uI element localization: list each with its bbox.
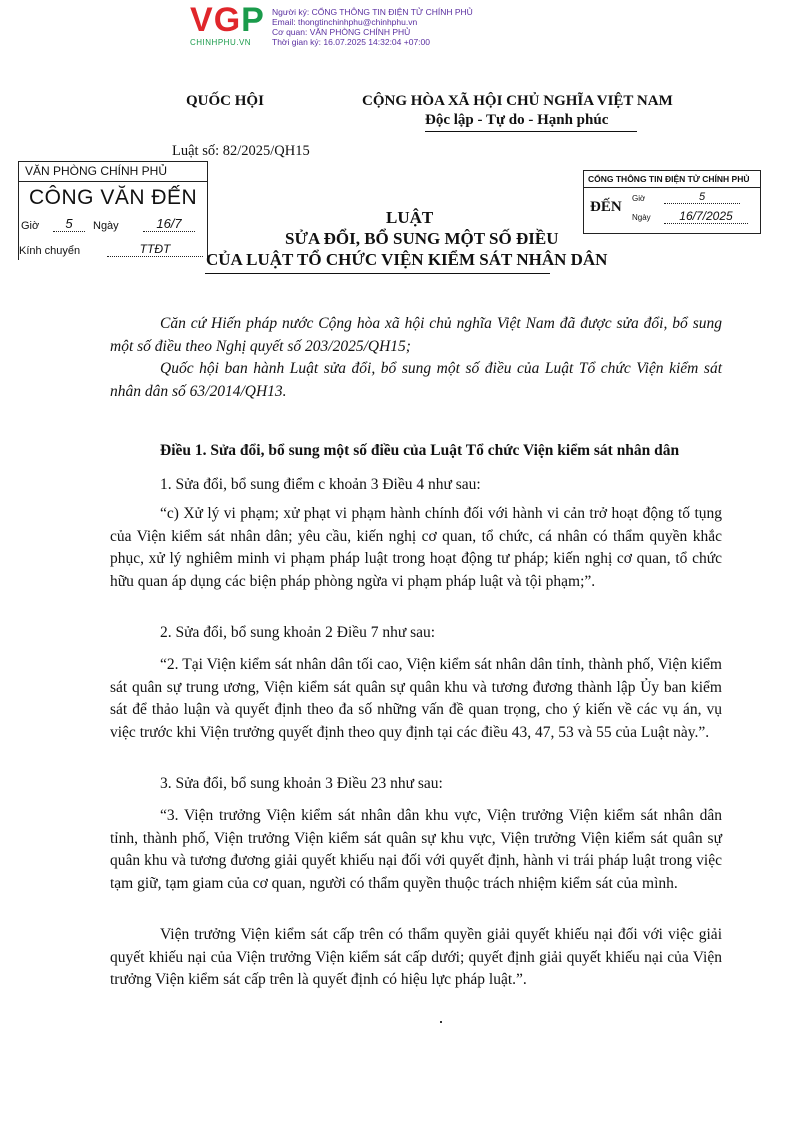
incoming-stamp-right — [583, 170, 761, 234]
signature-email: Email: thongtinchinhphu@chinhphu.vn — [272, 17, 418, 27]
legal-basis-2: Quốc hội ban hành Luật sửa đổi, bổ sung một số điều của Luật Tổ chức Viện kiểm sát nhân dân số 63/2014/QH13. — [110, 360, 722, 400]
clause-3-heading: 3. Sửa đổi, bổ sung khoản 3 Điều 23 như sau: — [160, 775, 443, 792]
scan-speck — [440, 1021, 442, 1023]
vgp-logo: VGP — [190, 1, 265, 39]
motto-underline — [425, 131, 637, 132]
stamp-forward-label: Kính chuyển — [19, 245, 81, 257]
clause-3-text-cont: Viện trưởng Viện kiểm sát cấp trên có thẩm quyền giải quyết khiếu nại đối với việc giải quyết khiếu nại của Viện trưởng Viện kiểm sát cấp dưới; quyết định giải quyết khiếu nại của Viện trưởng Viện kiểm sát cấp trên là quyết định có hiệu lực pháp luật.”. — [110, 926, 722, 988]
doc-title: LUẬT — [386, 208, 434, 227]
signature-signer: Người ký: CỔNG THÔNG TIN ĐIỆN TỬ CHÍNH PHỦ — [272, 7, 473, 17]
stamp-forward-value: TTĐT — [107, 242, 203, 257]
logo-subtitle: CHINHPHU.VN — [190, 38, 252, 47]
stamp-org: CỔNG THÔNG TIN ĐIỆN TỬ CHÍNH PHỦ — [588, 174, 750, 184]
stamp-date-label: Ngày — [632, 213, 651, 222]
stamp-date-value: 16/7/2025 — [664, 209, 748, 224]
stamp-label: ĐẾN — [590, 199, 622, 215]
stamp-hour-label: Giờ — [632, 194, 646, 203]
incoming-stamp-left — [18, 161, 208, 260]
issuer-name: QUỐC HỘI — [186, 93, 264, 109]
national-title: CỘNG HÒA XÃ HỘI CHỦ NGHĨA VIỆT NAM — [362, 93, 673, 109]
stamp-title: CÔNG VĂN ĐẾN — [29, 186, 198, 209]
clause-1-heading: 1. Sửa đổi, bổ sung điểm c khoản 3 Điều 4 như sau: — [160, 476, 481, 493]
doc-subtitle-1: SỬA ĐỔI, BỔ SUNG MỘT SỐ ĐIỀU — [285, 229, 559, 248]
stamp-divider — [584, 187, 760, 188]
clause-1-text: “c) Xử lý vi phạm; xử phạt vi phạm hành chính đối với hành vi cản trở hoạt động tố tụng của Viện kiểm sát nhân dân; yêu cầu, kiến nghị cơ quan, tổ chức, cá nhân có thẩm quyền khắc phục, xử lý nghiêm minh vi phạm pháp luật trong hoạt động tư pháp; kiến nghị cơ quan, tổ chức hữu quan áp dụng các biện pháp phòng ngừa vi phạm pháp luật và tội phạm;”. — [110, 505, 722, 590]
stamp-date-value: 16/7 — [143, 216, 195, 232]
clause-2-heading: 2. Sửa đổi, bổ sung khoản 2 Điều 7 như sau: — [160, 624, 436, 641]
national-motto: Độc lập - Tự do - Hạnh phúc — [425, 112, 609, 128]
stamp-hour-value: 5 — [664, 191, 740, 204]
stamp-hour-label: Giờ — [21, 220, 40, 232]
law-number: Luật số: 82/2025/QH15 — [172, 143, 310, 159]
title-underline — [205, 273, 550, 274]
stamp-date-label: Ngày — [93, 220, 119, 232]
signature-agency: Cơ quan: VĂN PHÒNG CHÍNH PHỦ — [272, 27, 411, 37]
clause-2-text: “2. Tại Viện kiểm sát nhân dân tối cao, Viện kiểm sát nhân dân tỉnh, thành phố, Viện kiểm sát quân sự trung ương, Viện kiểm sát quân sự quân khu và tương đương thành lập Ủy ban kiểm sát để thảo luận và quyết định theo đa số những vấn đề quan trọng, cho ý kiến về các vụ án, vụ việc trước khi Viện trưởng quyết định theo quy định tại các điều 43, 47, 53 và 55 của Luật này.”. — [110, 656, 722, 741]
article-1-heading: Điều 1. Sửa đổi, bổ sung một số điều của Luật Tổ chức Viện kiểm sát nhân dân — [160, 442, 680, 459]
legal-basis-1: Căn cứ Hiến pháp nước Cộng hòa xã hội chủ nghĩa Việt Nam đã được sửa đổi, bổ sung một số điều theo Nghị quyết số 203/2025/QH15; — [110, 315, 722, 355]
doc-subtitle-2: CỦA LUẬT TỔ CHỨC VIỆN KIỂM SÁT NHÂN DÂN — [206, 250, 608, 269]
stamp-divider — [19, 181, 207, 182]
clause-3-text: “3. Viện trưởng Viện kiểm sát nhân dân khu vực, Viện trưởng Viện kiểm sát nhân dân tỉnh, thành phố, Viện trưởng Viện kiểm sát quân sự khu vực, Viện trưởng Viện kiểm sát quân sự quân khu và tương đương giải quyết khiếu nại đối với quyết định, hành vi trái pháp luật trong việc tạm giữ, tạm giam của cơ quan, người có thẩm quyền thuộc trách nhiệm kiểm sát của mình. — [110, 807, 722, 892]
stamp-org: VĂN PHÒNG CHÍNH PHỦ — [25, 164, 168, 178]
stamp-hour-value: 5 — [53, 216, 85, 232]
signature-time: Thời gian ký: 16.07.2025 14:32:04 +07:00 — [272, 37, 430, 47]
